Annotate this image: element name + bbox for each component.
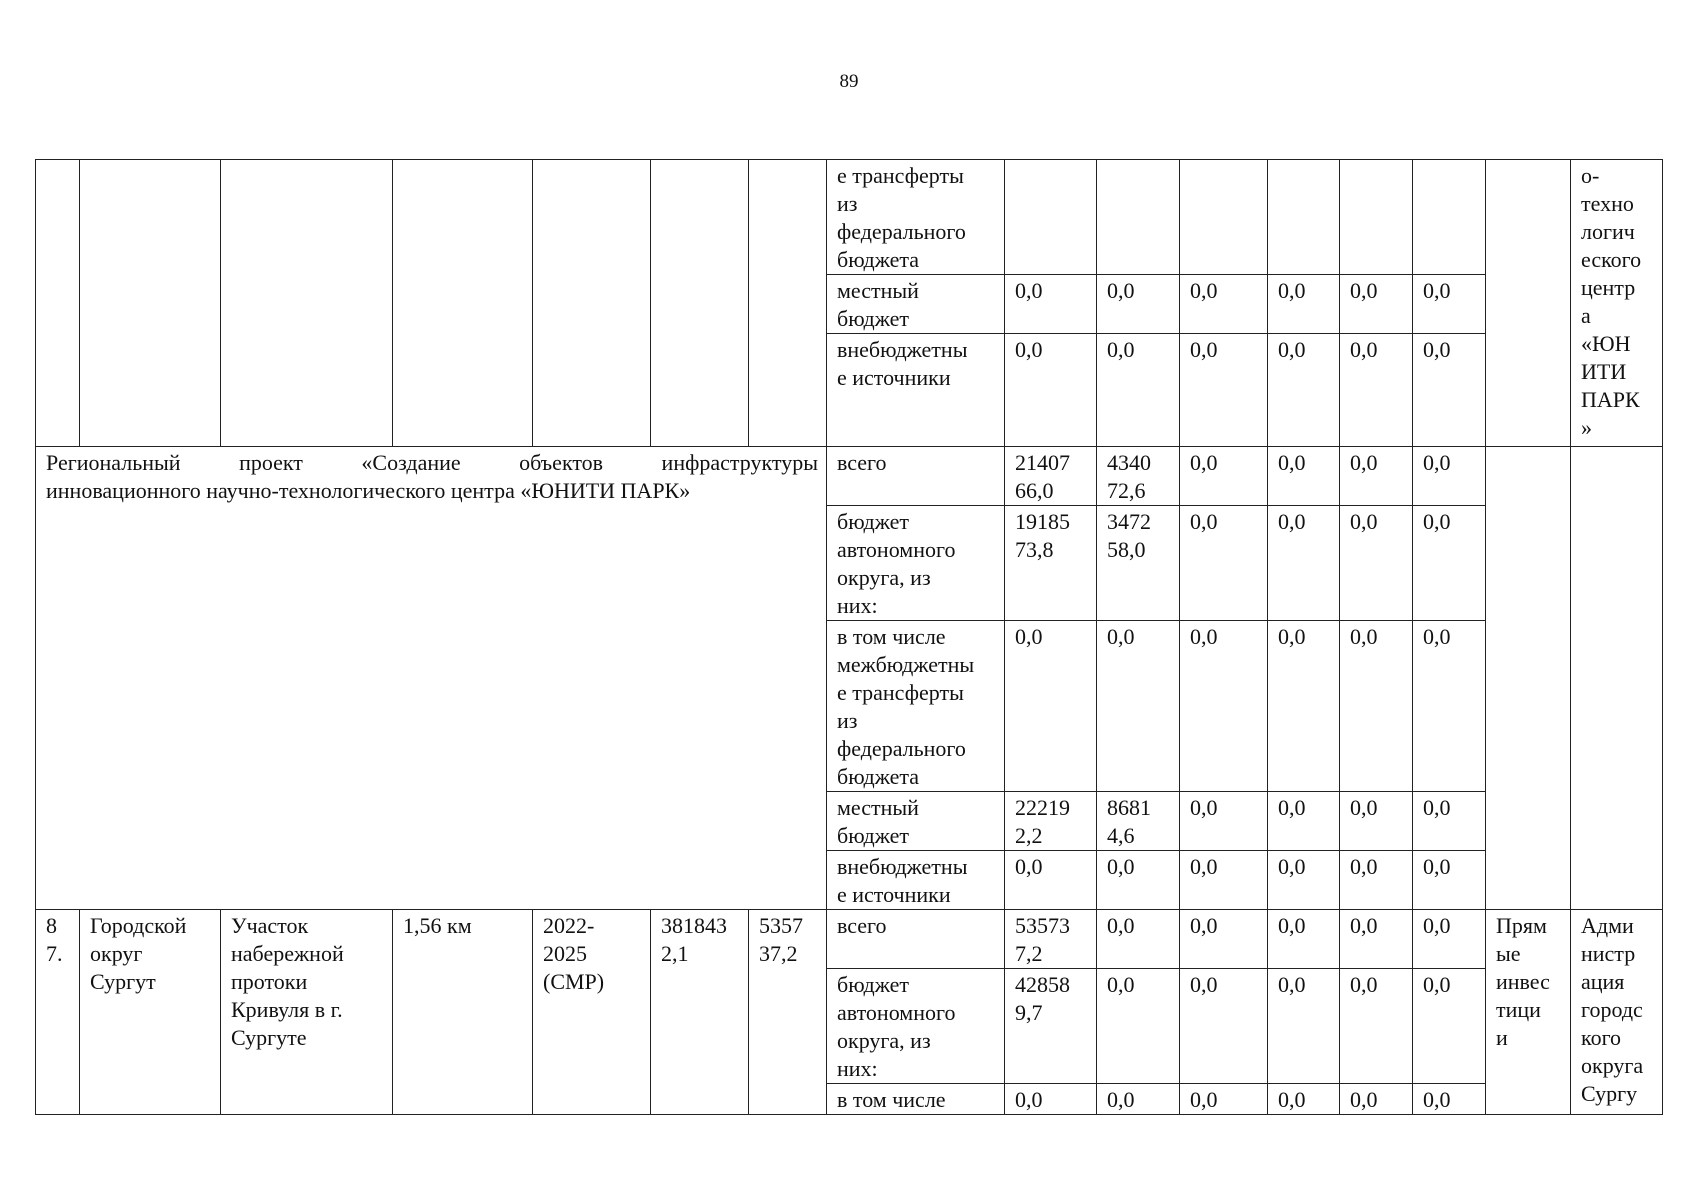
table-row xyxy=(36,447,1663,506)
cell-executor-note: о- техно логич еского центр а «ЮН ИТИ ПАРК » xyxy=(1571,160,1663,447)
value-cell: 0,0 xyxy=(1413,910,1486,969)
cell-mechanism xyxy=(1486,447,1571,910)
cell-capacity xyxy=(393,160,533,447)
value-cell: 0,0 xyxy=(1413,447,1486,506)
value-cell: 0,0 xyxy=(1340,792,1413,851)
value-cell: 0,0 xyxy=(1340,910,1413,969)
value-cell: 0,0 xyxy=(1268,621,1340,792)
cell-municipality xyxy=(80,160,221,447)
value-cell: 0,0 xyxy=(1340,851,1413,910)
value-cell: 19185 73,8 xyxy=(1005,506,1097,621)
value-cell: 0,0 xyxy=(1005,621,1097,792)
cell-cost xyxy=(651,160,749,447)
value-cell: 3472 58,0 xyxy=(1097,506,1180,621)
source-label: в том числе xyxy=(827,1084,1005,1115)
value-cell: 0,0 xyxy=(1268,447,1340,506)
cell-cost: 381843 2,1 xyxy=(651,910,749,1115)
source-label: всего xyxy=(827,447,1005,506)
cell-executor xyxy=(1571,447,1663,910)
value-cell: 4340 72,6 xyxy=(1097,447,1180,506)
value-cell: 42858 9,7 xyxy=(1005,969,1097,1084)
financing-table xyxy=(35,159,1663,1115)
value-cell: 0,0 xyxy=(1268,792,1340,851)
value-cell: 0,0 xyxy=(1340,275,1413,334)
value-cell: 0,0 xyxy=(1097,1084,1180,1115)
value-cell: 0,0 xyxy=(1180,275,1268,334)
value-cell: 0,0 xyxy=(1097,275,1180,334)
source-label: е трансферты из федерального бюджета xyxy=(827,160,1005,275)
cell-executor: Адми нистр ация городс кого округа Сургу xyxy=(1571,910,1663,1115)
value-cell: 0,0 xyxy=(1268,1084,1340,1115)
value-cell: 0,0 xyxy=(1180,506,1268,621)
value-cell: 22219 2,2 xyxy=(1005,792,1097,851)
value-cell: 0,0 xyxy=(1180,792,1268,851)
value-cell: 0,0 xyxy=(1268,275,1340,334)
source-label: внебюджетны е источники xyxy=(827,334,1005,447)
value-cell: 0,0 xyxy=(1180,910,1268,969)
value-cell xyxy=(1413,160,1486,275)
value-cell: 0,0 xyxy=(1413,621,1486,792)
value-cell: 0,0 xyxy=(1180,447,1268,506)
cell-remaining: 5357 37,2 xyxy=(749,910,827,1115)
cell-mechanism: Прям ые инвес тици и xyxy=(1486,910,1571,1115)
value-cell xyxy=(1180,160,1268,275)
value-cell xyxy=(1097,160,1180,275)
page-number: 89 xyxy=(839,71,859,92)
value-cell: 53573 7,2 xyxy=(1005,910,1097,969)
value-cell: 0,0 xyxy=(1097,910,1180,969)
value-cell: 0,0 xyxy=(1340,506,1413,621)
value-cell: 0,0 xyxy=(1340,334,1413,447)
value-cell: 0,0 xyxy=(1180,1084,1268,1115)
value-cell: 0,0 xyxy=(1180,621,1268,792)
value-cell: 8681 4,6 xyxy=(1097,792,1180,851)
source-label: бюджет автономного округа, из них: xyxy=(827,969,1005,1084)
value-cell: 0,0 xyxy=(1340,447,1413,506)
cell-object xyxy=(221,160,393,447)
cell-object: Участок набережной протоки Кривуля в г. Сургуте xyxy=(221,910,393,1115)
source-label: в том числе межбюджетны е трансферты из федерального бюджета xyxy=(827,621,1005,792)
cell-capacity: 1,56 км xyxy=(393,910,533,1115)
source-label: местный бюджет xyxy=(827,792,1005,851)
value-cell: 0,0 xyxy=(1097,851,1180,910)
value-cell: 0,0 xyxy=(1005,1084,1097,1115)
cell-period: 2022- 2025 (СМР) xyxy=(533,910,651,1115)
cell-num: 8 7. xyxy=(36,910,80,1115)
project-title-line1: Региональный проект «Создание объектов инфраструктуры xyxy=(46,450,818,475)
cell-municipality: Городской округ Сургут xyxy=(80,910,221,1115)
value-cell: 0,0 xyxy=(1413,275,1486,334)
value-cell: 0,0 xyxy=(1268,334,1340,447)
table-row xyxy=(36,910,1663,969)
value-cell xyxy=(1005,160,1097,275)
project-title xyxy=(36,447,827,910)
cell-mechanism xyxy=(1486,160,1571,447)
value-cell: 0,0 xyxy=(1340,621,1413,792)
value-cell: 0,0 xyxy=(1340,969,1413,1084)
value-cell: 0,0 xyxy=(1005,275,1097,334)
value-cell: 0,0 xyxy=(1180,969,1268,1084)
value-cell: 0,0 xyxy=(1413,851,1486,910)
cell-num xyxy=(36,160,80,447)
value-cell: 0,0 xyxy=(1180,851,1268,910)
value-cell: 0,0 xyxy=(1005,334,1097,447)
value-cell: 21407 66,0 xyxy=(1005,447,1097,506)
value-cell: 0,0 xyxy=(1268,969,1340,1084)
source-label: внебюджетны е источники xyxy=(827,851,1005,910)
value-cell: 0,0 xyxy=(1097,969,1180,1084)
value-cell xyxy=(1268,160,1340,275)
source-label: местный бюджет xyxy=(827,275,1005,334)
source-label: бюджет автономного округа, из них: xyxy=(827,506,1005,621)
value-cell: 0,0 xyxy=(1005,851,1097,910)
project-title-line2: инновационного научно-технологического центра «ЮНИТИ ПАРК» xyxy=(46,478,691,503)
value-cell: 0,0 xyxy=(1413,1084,1486,1115)
value-cell: 0,0 xyxy=(1268,851,1340,910)
value-cell: 0,0 xyxy=(1097,621,1180,792)
value-cell: 0,0 xyxy=(1413,792,1486,851)
value-cell: 0,0 xyxy=(1268,506,1340,621)
value-cell: 0,0 xyxy=(1413,969,1486,1084)
value-cell xyxy=(1340,160,1413,275)
source-label: всего xyxy=(827,910,1005,969)
value-cell: 0,0 xyxy=(1180,334,1268,447)
value-cell: 0,0 xyxy=(1413,334,1486,447)
value-cell: 0,0 xyxy=(1097,334,1180,447)
value-cell: 0,0 xyxy=(1340,1084,1413,1115)
value-cell: 0,0 xyxy=(1268,910,1340,969)
cell-period xyxy=(533,160,651,447)
cell-remaining xyxy=(749,160,827,447)
table-row xyxy=(36,160,1663,275)
value-cell: 0,0 xyxy=(1413,506,1486,621)
